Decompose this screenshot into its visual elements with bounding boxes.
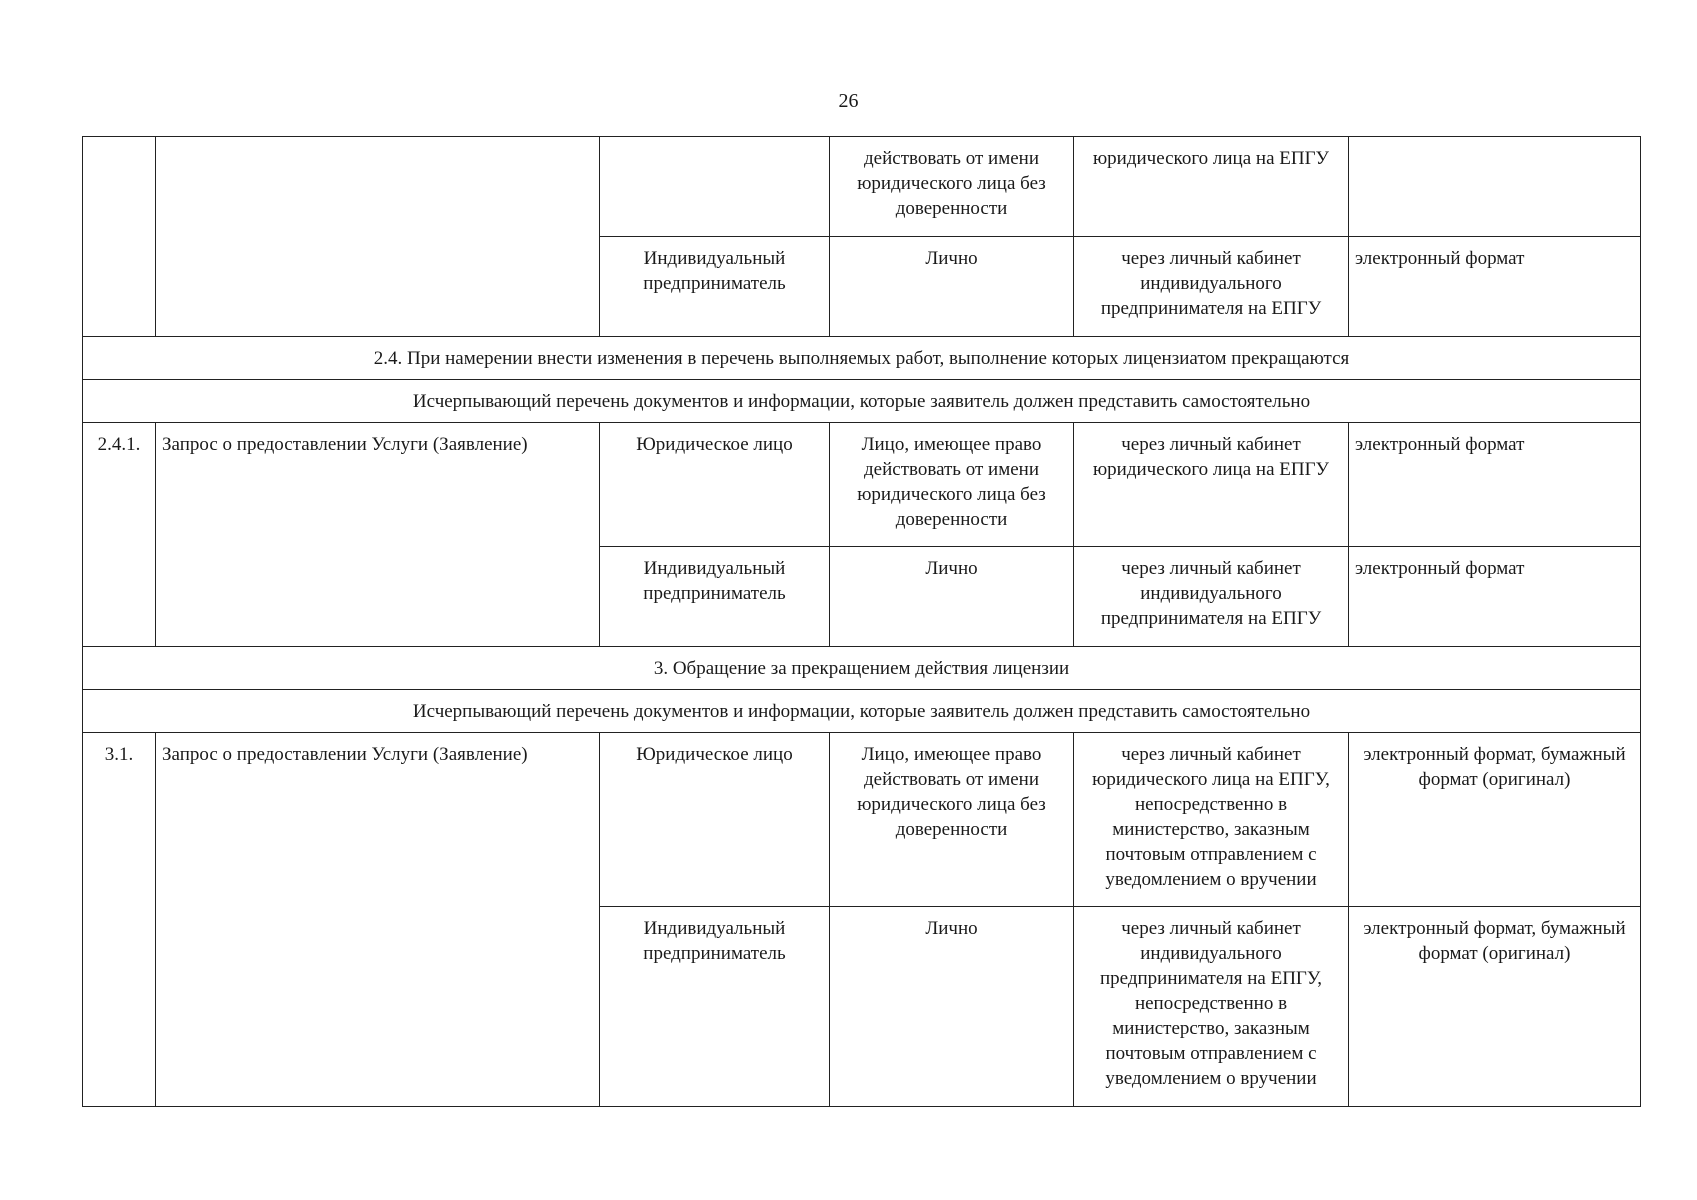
number-cell: 2.4.1. (83, 423, 156, 647)
document-cell: Запрос о предоставлении Услуги (Заявление) (156, 423, 600, 647)
section-heading-2-4: 2.4. При намерении внести изменения в перечень выполняемых работ, выполнение которых лицензиатом прекращаются (83, 337, 1641, 380)
format-cell: электронный формат, бумажный формат (оригинал) (1349, 907, 1641, 1107)
table-row (83, 423, 1641, 547)
page-number: 26 (838, 90, 859, 112)
section-heading-3: 3. Обращение за прекращением действия лицензии (83, 647, 1641, 690)
section-row (83, 380, 1641, 423)
table-row (83, 733, 1641, 907)
representative-cell: Лицо, имеющее право действовать от имени юридического лица без доверенности (830, 423, 1074, 547)
method-cell: через личный кабинет индивидуального предпринимателя на ЕПГУ (1074, 547, 1349, 647)
representative-cell: Лицо, имеющее право действовать от имени юридического лица без доверенности (830, 733, 1074, 907)
format-cell (1349, 137, 1641, 237)
applicant-cell (600, 137, 830, 237)
applicant-cell: Индивидуальный предприниматель (600, 907, 830, 1107)
applicant-cell: Юридическое лицо (600, 423, 830, 547)
documents-table (82, 136, 1641, 1107)
method-cell: через личный кабинет индивидуального предпринимателя на ЕПГУ (1074, 237, 1349, 337)
representative-cell: действовать от имени юридического лица без доверенности (830, 137, 1074, 237)
subsection-heading-2-4: Исчерпывающий перечень документов и информации, которые заявитель должен представить самостоятельно (83, 380, 1641, 423)
method-cell: через личный кабинет юридического лица на ЕПГУ (1074, 423, 1349, 547)
document-cell (156, 137, 600, 337)
section-row (83, 337, 1641, 380)
method-cell: через личный кабинет индивидуального предпринимателя на ЕПГУ, непосредственно в министерство, заказным почтовым отправлением с уведомлением о вручении (1074, 907, 1349, 1107)
format-cell: электронный формат (1349, 547, 1641, 647)
format-cell: электронный формат (1349, 423, 1641, 547)
section-row (83, 647, 1641, 690)
number-cell (83, 137, 156, 337)
table-row (83, 137, 1641, 237)
representative-cell: Лично (830, 547, 1074, 647)
applicant-cell: Индивидуальный предприниматель (600, 237, 830, 337)
method-cell: юридического лица на ЕПГУ (1074, 137, 1349, 237)
applicant-cell: Индивидуальный предприниматель (600, 547, 830, 647)
number-cell: 3.1. (83, 733, 156, 1107)
subsection-heading-3: Исчерпывающий перечень документов и информации, которые заявитель должен представить самостоятельно (83, 690, 1641, 733)
applicant-cell: Юридическое лицо (600, 733, 830, 907)
representative-cell: Лично (830, 237, 1074, 337)
format-cell: электронный формат (1349, 237, 1641, 337)
format-cell: электронный формат, бумажный формат (оригинал) (1349, 733, 1641, 907)
method-cell: через личный кабинет юридического лица на ЕПГУ, непосредственно в министерство, заказным почтовым отправлением с уведомлением о вручении (1074, 733, 1349, 907)
representative-cell: Лично (830, 907, 1074, 1107)
section-row (83, 690, 1641, 733)
document-cell: Запрос о предоставлении Услуги (Заявление) (156, 733, 600, 1107)
